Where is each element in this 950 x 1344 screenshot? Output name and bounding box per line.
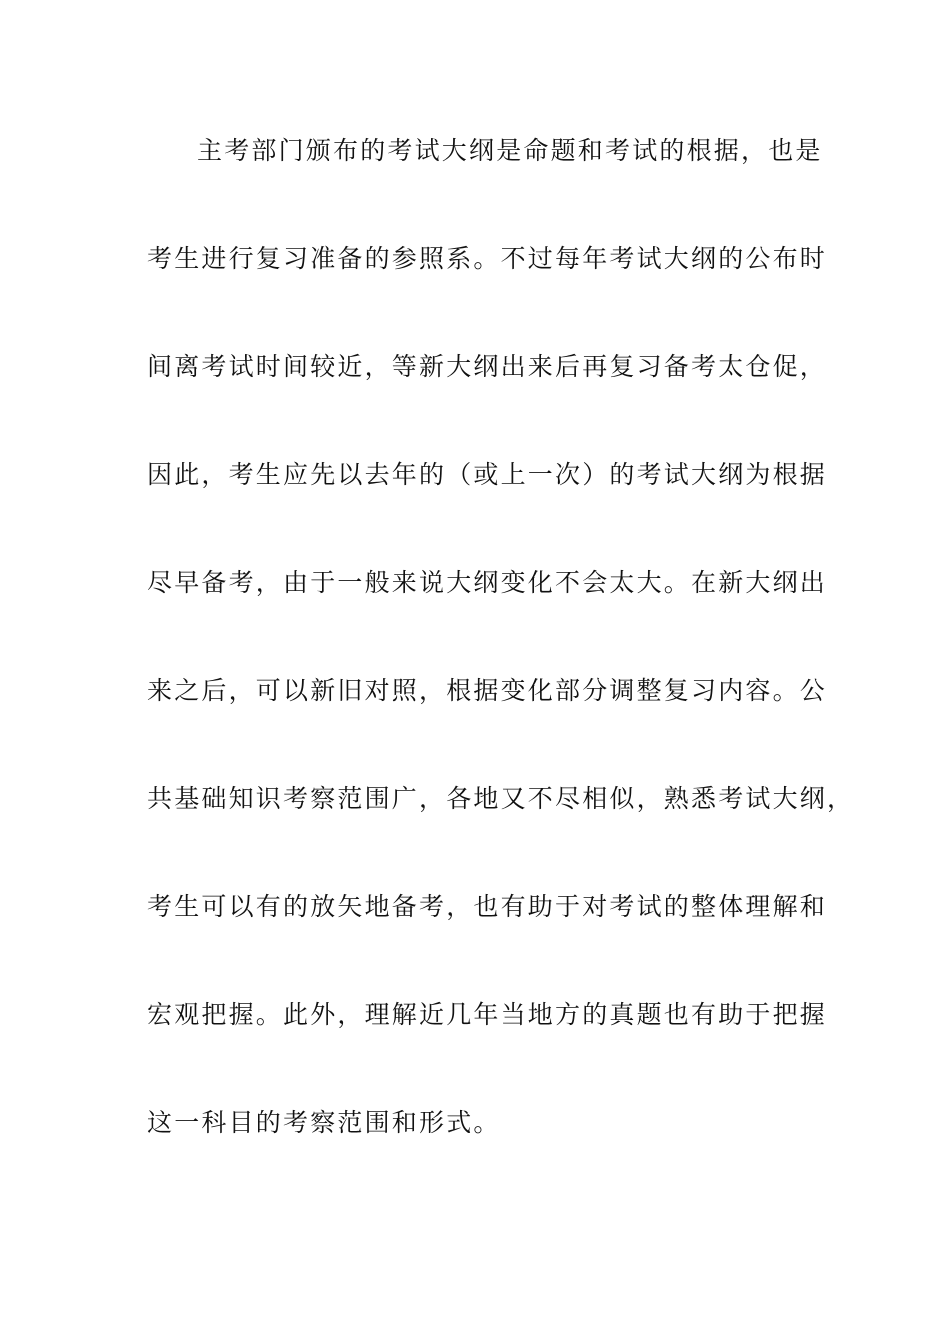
paragraph-line: 考生进行复习准备的参照系。不过每年考试大纲的公布时: [147, 244, 828, 273]
paragraph-line: 尽早备考，由于一般来说大纲变化不会太大。在新大纲出: [147, 568, 828, 597]
paragraph-line: 共基础知识考察范围广，各地又不尽相似，熟悉考试大纲，: [147, 784, 855, 813]
paragraph-line: 主考部门颁布的考试大纲是命题和考试的根据，也是: [197, 136, 823, 165]
paragraph-line: 宏观把握。此外，理解近几年当地方的真题也有助于把握: [147, 1000, 828, 1029]
paragraph-line: 因此，考生应先以去年的（或上一次）的考试大纲为根据: [147, 460, 828, 489]
paragraph-line: 考生可以有的放矢地备考，也有助于对考试的整体理解和: [147, 892, 828, 921]
paragraph-line: 间离考试时间较近，等新大纲出来后再复习备考太仓促，: [147, 352, 828, 381]
body-paragraph: [147, 128, 855, 1208]
paragraph-line: 这一科目的考察范围和形式。: [147, 1108, 501, 1137]
paragraph-line: 来之后，可以新旧对照，根据变化部分调整复习内容。公: [147, 676, 828, 705]
